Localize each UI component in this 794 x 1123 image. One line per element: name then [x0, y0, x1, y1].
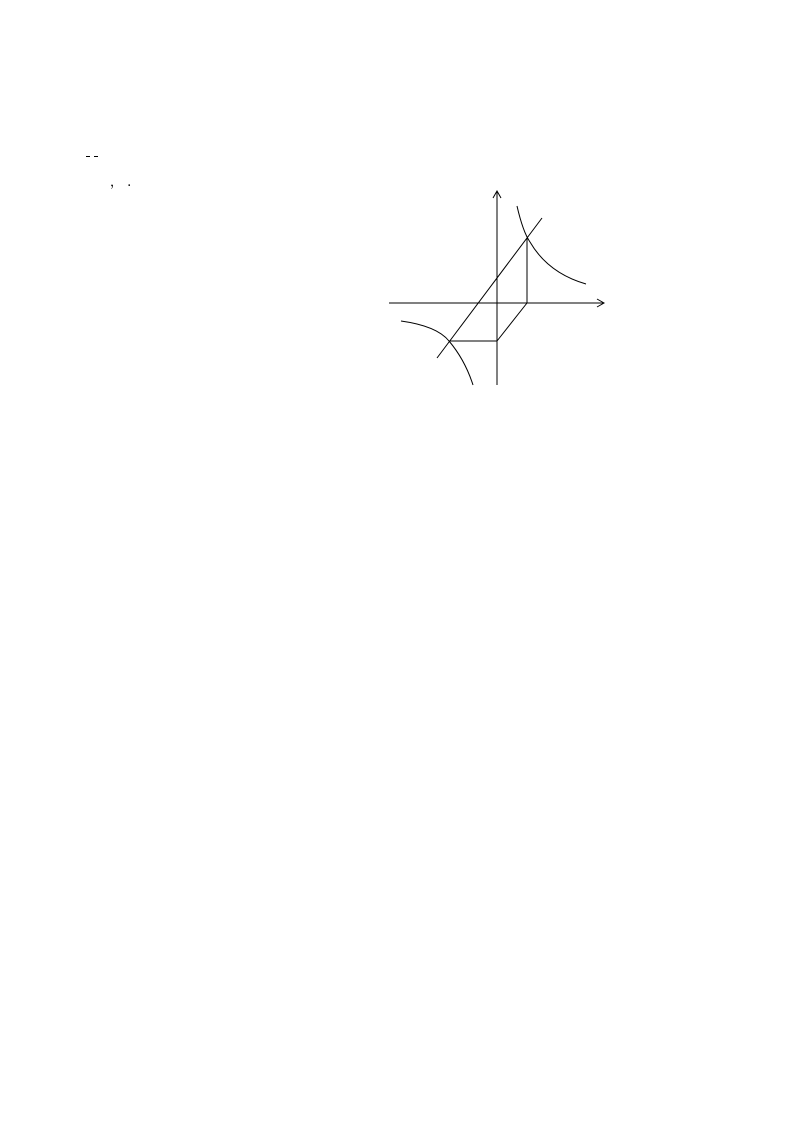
fraction-20-over-3 [94, 156, 98, 157]
q21-line2: ， . [110, 175, 132, 190]
q21-line1 [86, 147, 98, 166]
frac-num [94, 156, 98, 157]
frac-num [86, 156, 90, 157]
fraction-k-over-x [86, 156, 90, 157]
